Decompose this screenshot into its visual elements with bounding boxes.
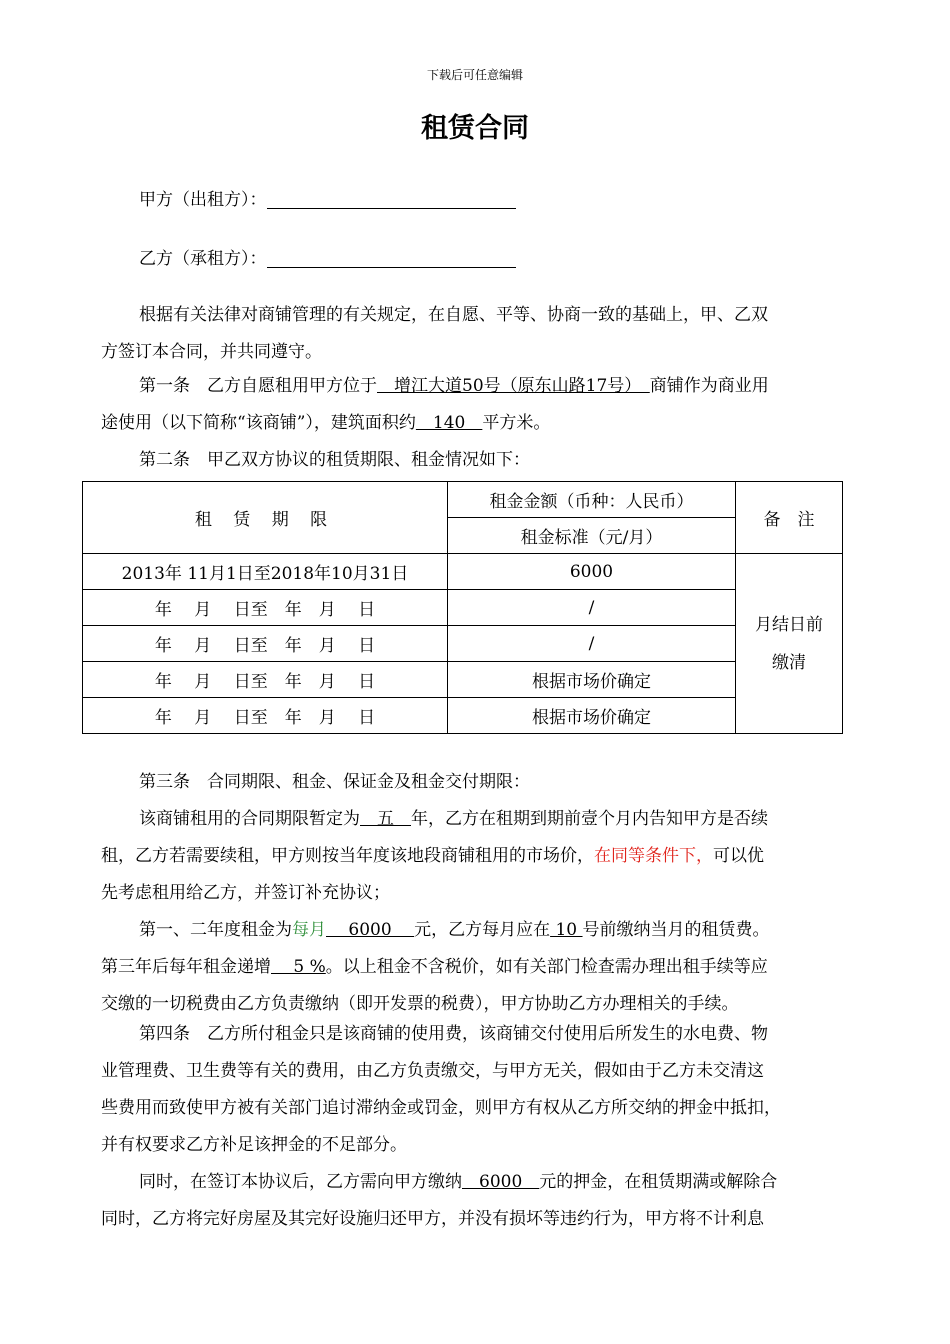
increase-percent: 5 % <box>271 957 326 977</box>
party-b-blank <box>267 249 516 268</box>
article-4-line: 业管理费、卫生费等有关的费用，由乙方负责缴交，与甲方无关，假如由于乙方未交清这 <box>101 1061 764 1081</box>
rent-table <box>82 481 843 734</box>
article-1-line: 第一条 乙方自愿租用甲方位于 增江大道50号（原东山路17号） 商铺作为商业用 <box>139 376 769 396</box>
floor-area: 140 <box>415 413 483 433</box>
table-row <box>83 626 843 662</box>
period-cell: 年 月 日至 年 月 日 <box>83 626 448 662</box>
party-a-row <box>139 185 516 210</box>
header-remark: 备 注 <box>736 482 843 554</box>
deposit-paragraph <box>101 1164 871 1238</box>
article-1 <box>101 368 871 442</box>
document-title: 租赁合同 <box>421 113 529 144</box>
table-row <box>83 662 843 698</box>
article-3-line: 租，乙方若需要续租，甲方则按当年度该地段商铺租用的市场价，在同等条件下，可以优 <box>101 846 764 866</box>
deposit-amount: 6000 <box>462 1172 540 1192</box>
table-row <box>83 554 843 590</box>
deposit-line: 同时，在签订本协议后，乙方需向甲方缴纳 6000 元的押金，在租赁期满或解除合 <box>139 1172 778 1192</box>
article-3-line: 先考虑租用给乙方，并签订补充协议； <box>101 883 390 903</box>
monthly-rent: 6000 <box>326 920 415 940</box>
highlight-red: 在同等条件下， <box>594 846 713 866</box>
party-a-blank <box>267 190 516 209</box>
shop-address: 增江大道50号（原东山路17号） <box>377 376 650 396</box>
payment-day: 10 <box>550 920 583 940</box>
deposit-line: 同时，乙方将完好房屋及其完好设施归还甲方，并没有损坏等违约行为，甲方将不计利息 <box>101 1209 764 1229</box>
party-b-label: 乙方（承租方）： <box>139 249 267 269</box>
article-3-line: 第一、二年度租金为每月 6000 元，乙方每月应在 10 号前缴纳当月的租赁费。 <box>139 920 770 940</box>
article-4-line: 些费用而致使甲方被有关部门追讨滞纳金或罚金，则甲方有权从乙方所交纳的押金中抵扣， <box>101 1098 781 1118</box>
header-note: 下载后可任意编辑 <box>426 68 523 82</box>
header-period: 租 赁 期 限 <box>83 482 448 554</box>
amount-cell: 6000 <box>448 554 736 590</box>
period-cell: 年 月 日至 年 月 日 <box>83 590 448 626</box>
article-3-line: 第三年后每年租金递增 5 %。以上租金不含税价，如有关部门检查需办理出租手续等应 <box>101 957 768 977</box>
highlight-green: 每月 <box>292 920 326 940</box>
amount-cell: / <box>448 590 736 626</box>
article-3 <box>101 764 871 1023</box>
amount-cell: / <box>448 626 736 662</box>
intro-paragraph <box>101 297 871 371</box>
article-4-line: 第四条 乙方所付租金只是该商铺的使用费，该商铺交付使用后所发生的水电费、物 <box>139 1024 768 1044</box>
header-amount: 租金金额（币种：人民币） <box>448 482 736 518</box>
article-2: 第二条 甲乙双方协议的租赁期限、租金情况如下： <box>139 450 530 470</box>
period-cell: 2013年 11月1日至2018年10月31日 <box>83 554 448 590</box>
party-b-row <box>139 244 516 269</box>
intro-line: 根据有关法律对商铺管理的有关规定，在自愿、平等、协商一致的基础上，甲、乙双 <box>139 305 768 325</box>
period-cell: 年 月 日至 年 月 日 <box>83 662 448 698</box>
article-4-line: 并有权要求乙方补足该押金的不足部分。 <box>101 1135 407 1155</box>
amount-cell: 根据市场价确定 <box>448 662 736 698</box>
table-row <box>83 698 843 734</box>
amount-cell: 根据市场价确定 <box>448 698 736 734</box>
table-row <box>83 590 843 626</box>
article-3-line: 交缴的一切税费由乙方负责缴纳（即开发票的税费），甲方协助乙方办理相关的手续。 <box>101 994 739 1014</box>
article-3-title: 第三条 合同期限、租金、保证金及租金交付期限： <box>139 772 530 792</box>
header-standard: 租金标准（元/月） <box>448 518 736 554</box>
contract-years: 五 <box>360 809 411 829</box>
party-a-label: 甲方（出租方）： <box>139 190 267 210</box>
article-3-line: 该商铺租用的合同期限暂定为 五 年，乙方在租期到期前壹个月内告知甲方是否续 <box>139 809 768 829</box>
article-4 <box>101 1016 871 1164</box>
remark-cell: 月结日前 缴清 <box>736 554 843 734</box>
period-cell: 年 月 日至 年 月 日 <box>83 698 448 734</box>
intro-line: 方签订本合同，并共同遵守。 <box>101 342 322 362</box>
article-1-line: 途使用（以下简称“该商铺”），建筑面积约 140 平方米。 <box>101 413 551 433</box>
